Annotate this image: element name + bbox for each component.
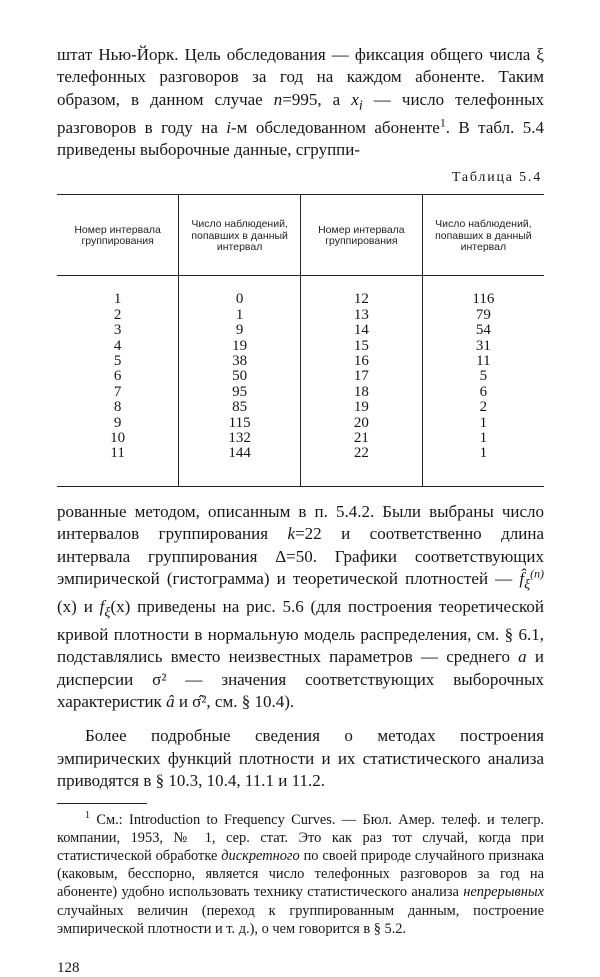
table-cell: 8 — [113, 399, 122, 416]
table-row — [57, 416, 544, 431]
table-cell: 6 — [113, 368, 122, 385]
table-cell: 9 — [179, 323, 301, 338]
table-cell: 31 — [422, 339, 544, 354]
table-cell: 19 — [301, 400, 423, 415]
table-cell: 22 — [301, 446, 423, 486]
column-header: Номер интервала группирования — [57, 195, 179, 276]
table-row — [57, 400, 544, 415]
table-cell: 3 — [113, 322, 122, 339]
page-number: 128 — [57, 959, 80, 976]
table-cell: 1 — [113, 291, 122, 308]
table-cell: 1 — [179, 308, 301, 323]
table-cell: 2 — [113, 306, 122, 323]
table-cell: 7 — [113, 383, 122, 400]
table-row — [57, 385, 544, 400]
table-cell: 50 — [179, 369, 301, 384]
table-cell: 54 — [422, 323, 544, 338]
paragraph-intro: штат Нью-Йорк. Цель обследования — фиксация общего числа ξ телефонных разговоров за год на каждом абоненте. Таким образом, в данном случае n=995, а $x_i$ — число телефонных разговоров в году на i-м обследованном абоненте$^1$. В табл. 5.4 приведены выборочные данные, сгруппи- — [57, 45, 544, 160]
column-header: Число наблюдений, попавших в данный интервал — [179, 195, 301, 276]
table-cell: 85 — [179, 400, 301, 415]
table-row — [57, 431, 544, 446]
paragraph-references: Более подробные сведения о методах построения эмпирических функций плотности и их статистического анализа приводятся в § 10.3, 10.4, 11.1 и 11.2. — [57, 726, 544, 791]
table-cell: 6 — [422, 385, 544, 400]
table-cell: 11 — [110, 445, 125, 462]
table-cell: 1 — [422, 446, 544, 486]
table-cell: 0 — [179, 276, 301, 308]
table-cell: 5 — [113, 353, 122, 370]
data-table — [57, 194, 544, 486]
table-cell: 5 — [422, 369, 544, 384]
column-header: Номер интервала группирования — [301, 195, 423, 276]
table-cell: 21 — [301, 431, 423, 446]
table-cell: 20 — [301, 416, 423, 431]
table-cell: 116 — [422, 276, 544, 308]
table-row — [57, 323, 544, 338]
table-cell: 115 — [179, 416, 301, 431]
table-row — [57, 308, 544, 323]
table-cell: 4 — [113, 337, 122, 354]
table-cell: 95 — [179, 385, 301, 400]
table-row — [57, 354, 544, 369]
table-cell: 15 — [301, 339, 423, 354]
paragraph-grouping: рованные методом, описанным в п. 5.4.2. Были выбраны число интервалов группирования k=22 и соответственно длина интервала группирования Δ=50. Графики соответствующих эмпирической (гистограмма) и теоретической плотностей — $f̂_\xi^{(n)}$ (x) и $f_\xi(x)$ приведены на рис. 5.6 (для построения теоретической кривой плотности в нормальную модель распределения, см. § 6.1, подставлялись вместо неизвестных параметров — среднего a и дисперсии σ² — значения соответствующих выборочных характеристик â и σ̂², см. § 10.4). — [57, 501, 545, 711]
table-cell: 18 — [301, 385, 423, 400]
table-cell: 14 — [301, 323, 423, 338]
table-cell: 144 — [179, 446, 301, 486]
footnote: $^1$ См.: Introduction to Frequency Curves. — Бюл. Амер. телеф. и телегр. компании, 1953, № 1, сер. стат. Это как раз тот случай, когда при статистической обработке дискретного по своей природе случайного признака (каковым, бесспорно, является число телефонных разговоров за год на абоненте) удобно использовать технику статистического анализа непрерывных случайных величин (переход к группированным данным, построение эмпирической плотности и т. д.), о чем говорится в § 5.2. — [57, 809, 545, 937]
table-cell: 132 — [179, 431, 301, 446]
table-cell: 16 — [301, 354, 423, 369]
table-row — [57, 446, 544, 486]
table-cell: 17 — [301, 369, 423, 384]
table-row — [57, 276, 544, 308]
table-row — [57, 369, 544, 384]
table-cell: 1 — [422, 416, 544, 431]
table-row — [57, 339, 544, 354]
table-cell: 10 — [110, 430, 126, 447]
table-cell: 9 — [113, 414, 122, 431]
footnote-divider — [57, 803, 147, 804]
table-cell: 13 — [301, 308, 423, 323]
column-header: Число наблюдений, попавших в данный интервал — [422, 195, 544, 276]
table-cell: 19 — [179, 339, 301, 354]
book-page — [57, 44, 544, 977]
table-cell: 12 — [301, 276, 423, 308]
table-cell: 1 — [422, 431, 544, 446]
footnote-mark: 1 — [85, 809, 91, 821]
table-cell: 38 — [179, 354, 301, 369]
table-cell: 2 — [422, 400, 544, 415]
table-cell: 11 — [422, 354, 544, 369]
footnote-ref: 1 — [439, 114, 446, 129]
table-caption: Таблица 5.4 — [451, 170, 542, 186]
table-header-row — [57, 195, 544, 276]
table-cell: 79 — [422, 308, 544, 323]
